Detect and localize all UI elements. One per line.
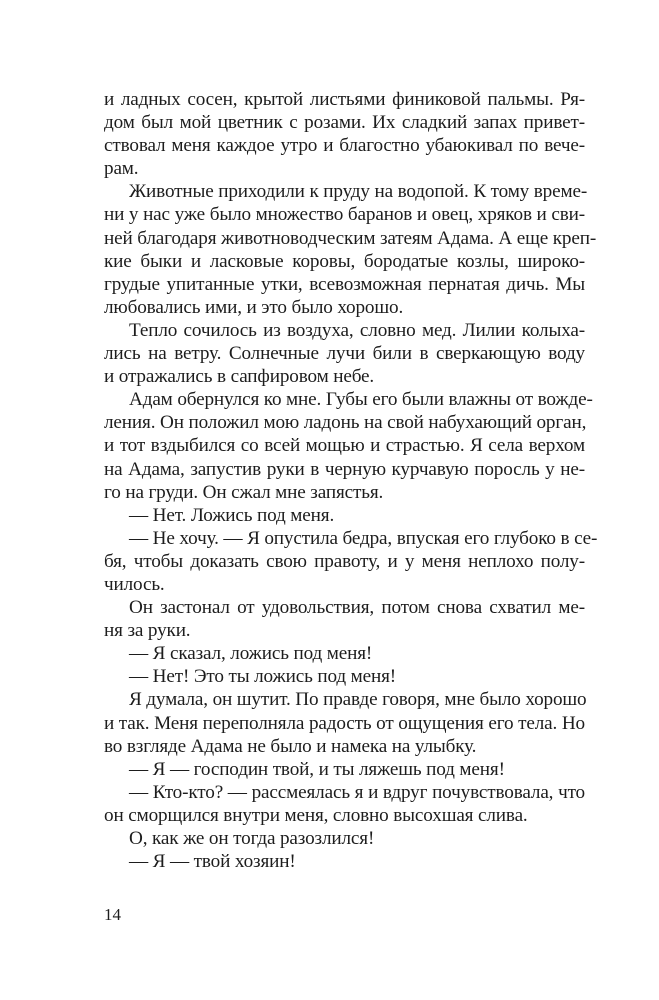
paragraph <box>104 180 597 319</box>
text-line: и так. Меня переполняла радость от ощущения его тела. Но <box>104 712 585 734</box>
text-line: — Я сказал, ложись под меня! <box>129 643 373 665</box>
text-line: ствовал меня каждое утро и благостно убаюкивал по вече- <box>104 135 585 157</box>
text-line: во взгляде Адама не было и намека на улыбку. <box>104 735 477 757</box>
paragraph <box>104 596 585 642</box>
paragraph <box>104 642 585 665</box>
text-line: — Я — господин твой, и ты ляжешь под меня! <box>129 758 505 780</box>
text-line: ления. Он положил мою ладонь на свой набухающий орган, <box>104 412 587 434</box>
text-line: Адам обернулся ко мне. Губы его были влажны от вожде- <box>129 389 593 411</box>
text-line: грудые упитанные утки, всевозможная пернатая дичь. Мы <box>104 273 585 295</box>
text-line: Животные приходили к пруду на водопой. К тому време- <box>129 181 588 203</box>
text-line: бя, чтобы доказать свою правоту, и у меня неплохо полу- <box>104 550 585 572</box>
text-line: на Адама, запустив руки в черную курчавую поросль у не- <box>104 458 585 480</box>
page-body <box>104 88 598 873</box>
text-line: и тот вздыбился со всей мощью и страстью. Я села верхом <box>104 435 585 457</box>
text-line: чилось. <box>104 573 165 595</box>
text-line: ни у нас уже было множество баранов и овец, хряков и сви- <box>104 204 585 226</box>
page-number: 14 <box>104 905 121 924</box>
paragraph <box>104 758 585 781</box>
paragraph <box>104 781 585 827</box>
text-line: дом был мой цветник с розами. Их сладкий запах привет- <box>104 112 585 134</box>
paragraph <box>104 688 585 757</box>
text-line: — Я — твой хозяин! <box>129 851 296 873</box>
text-line: О, как же он тогда разозлился! <box>129 828 375 849</box>
text-line: — Нет. Ложись под меня. <box>129 504 335 526</box>
text-line: — Нет! Это ты ложись под меня! <box>129 666 396 688</box>
paragraph <box>104 504 585 527</box>
text-line: и ладных сосен, крытой листьями финиковой пальмы. Ря- <box>104 89 585 110</box>
paragraph <box>104 665 585 688</box>
text-line: Тепло сочилось из воздуха, словно мед. Лилии колыха- <box>129 319 585 341</box>
text-line: он сморщился внутри меня, словно высохшая слива. <box>104 804 528 826</box>
text-line: Он застонал от удовольствия, потом снова схватил ме- <box>129 597 585 619</box>
paragraph <box>104 388 593 503</box>
text-line: лись на ветру. Солнечные лучи били в сверкающую воду <box>104 343 585 365</box>
paragraph <box>104 319 585 388</box>
text-line: ня за руки. <box>104 620 191 642</box>
text-line: и отражались в сапфировом небе. <box>104 366 375 388</box>
text-line: любовались ими, и это было хорошо. <box>104 296 404 318</box>
text-line: кие быки и ласковые коровы, бородатые козлы, широко- <box>104 250 585 272</box>
text-line: ней благодаря животноводческим затеям Адама. А еще креп- <box>104 227 597 249</box>
paragraph <box>104 850 585 873</box>
paragraph <box>104 88 585 180</box>
text-line: рам. <box>104 158 139 180</box>
text-line: — Кто-кто? — рассмеялась я и вдруг почувствовала, что <box>129 781 585 803</box>
text-line: Я думала, он шутит. По правде говоря, мне было хорошо <box>129 689 587 711</box>
text-line: — Не хочу. — Я опустила бедра, впуская его глубоко в се- <box>129 527 598 549</box>
paragraph <box>104 827 585 850</box>
text-line: го на груди. Он сжал мне запястья. <box>104 481 384 503</box>
paragraph <box>104 527 598 596</box>
